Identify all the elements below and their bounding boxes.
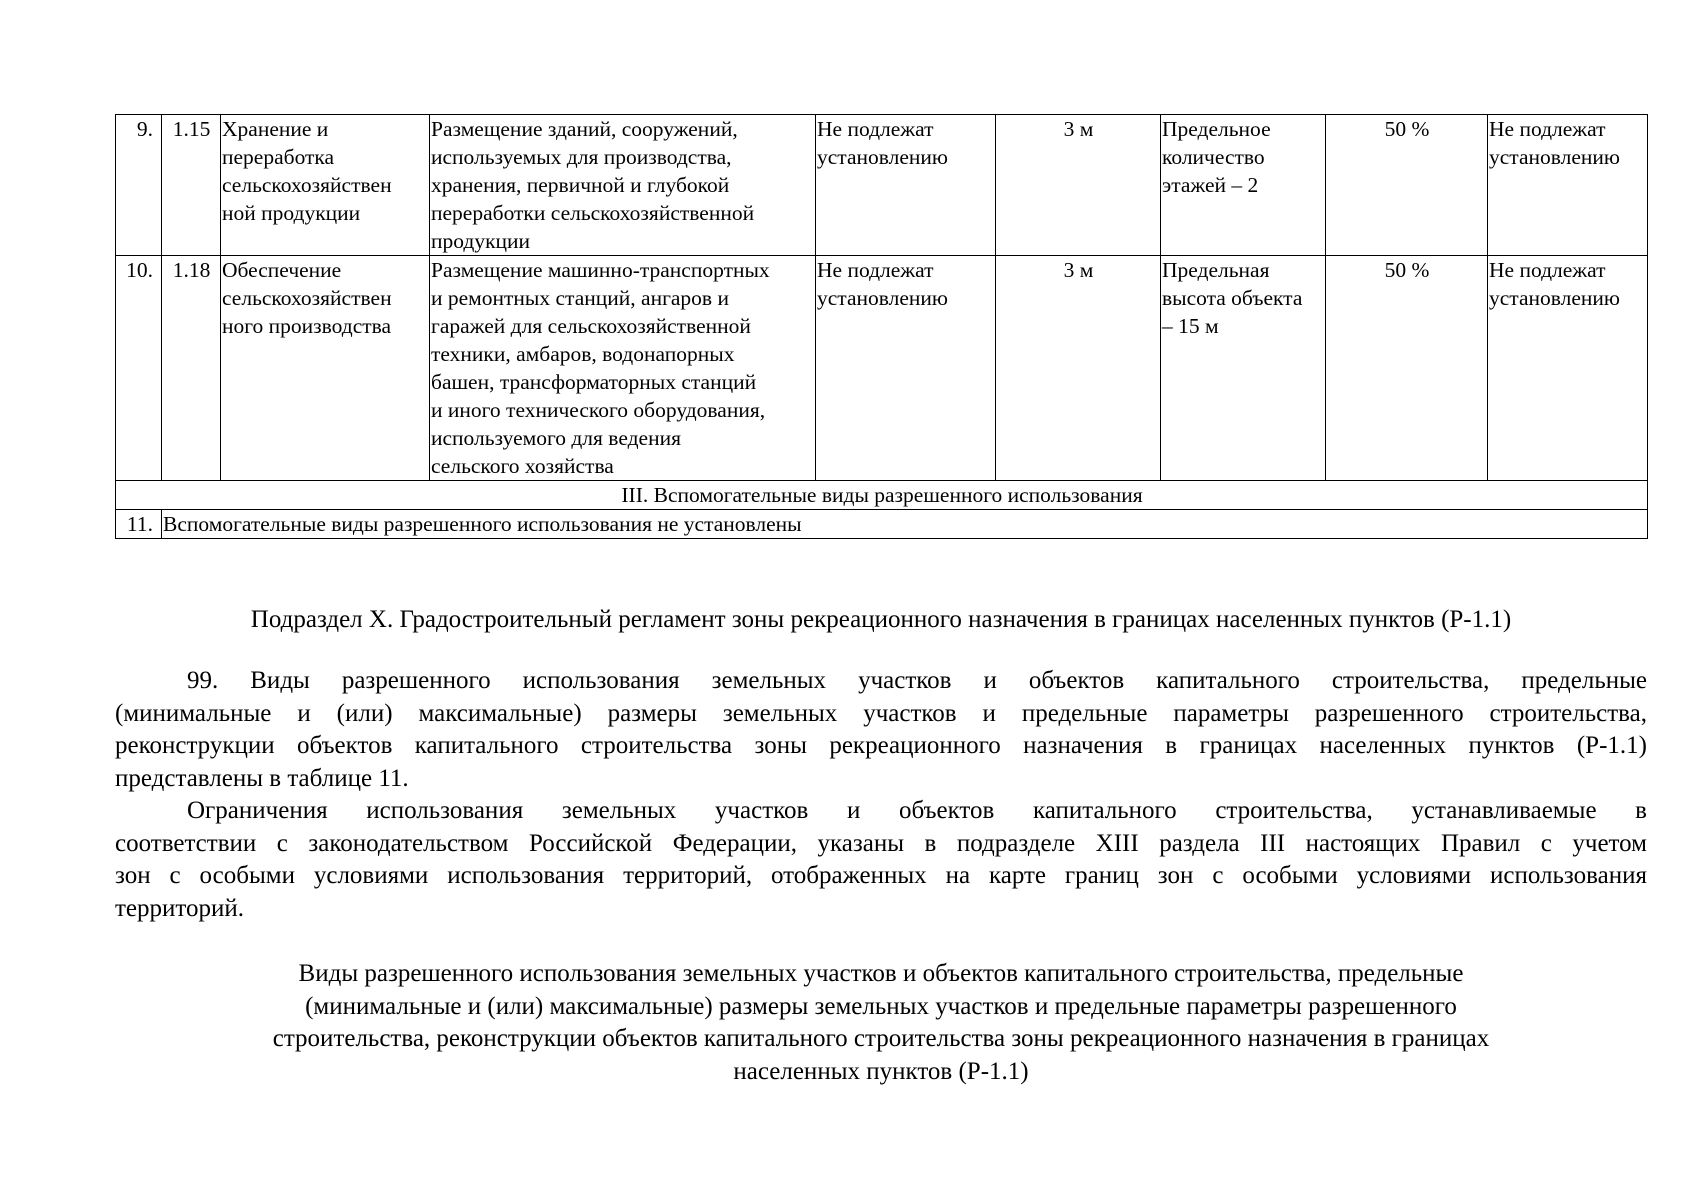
setback: 3 м [996,115,1161,256]
row-number: 11. [116,510,162,539]
row-number: 10. [116,256,162,481]
coverage: 50 % [1326,256,1488,481]
cell-line: Не подлежат [1489,258,1606,282]
cell-line: Предельное [1162,117,1271,141]
paragraph-restrictions [115,795,1647,925]
table-row [116,510,1648,539]
use-description [430,256,816,481]
caption-line: населенных пунктов (Р-1.1) [733,1057,1029,1085]
section-title: III. Вспомогательные виды разрешенного использования [116,481,1648,510]
cell-line: Размещение зданий, сооружений, [431,117,738,141]
paragraph-line: представлены в таблице 11. [115,764,409,792]
plot-size [816,256,996,481]
cell-line: Не подлежат [817,117,934,141]
cell-line: сельскохозяйствен [222,173,392,197]
cell-line: Не подлежат [1489,117,1606,141]
table-row [116,256,1648,481]
cell-line: ной продукции [222,201,361,225]
cell-line: установлению [817,286,948,310]
use-code: 1.18 [162,256,221,481]
row-number: 9. [116,115,162,256]
cell-line: техники, амбаров, водонапорных [431,342,735,366]
table-caption [115,958,1647,1088]
coverage: 50 % [1326,115,1488,256]
table-body [116,115,1648,539]
table-row [116,115,1648,256]
height-limit [1161,115,1326,256]
use-description [430,115,816,256]
row-text: Вспомогательные виды разрешенного использования не установлены [162,510,1648,539]
cell-line: Хранение и [222,117,329,141]
cell-line: Не подлежат [817,258,934,282]
cell-line: переработки сельскохозяйственной [431,201,755,225]
cell-line: сельскохозяйствен [222,286,392,310]
cell-line: Обеспечение [222,258,342,282]
paragraph-line: территорий. [115,894,245,922]
paragraph-99 [115,665,1647,795]
regulation-table [115,114,1648,539]
cell-line: ного производства [222,314,392,338]
paragraph-line: соответствии с законодательством Российской Федерации, указаны в подразделе XIII раздела III настоящих Правил с учетом [115,829,1647,857]
caption-line: (минимальные и (или) максимальные) размеры земельных участков и предельные параметры разрешенного [305,992,1457,1020]
cell-line: и иного технического оборудования, [431,398,766,422]
cell-line: Размещение машинно-транспортных [431,258,770,282]
cell-line: используемых для производства, [431,145,732,169]
caption-line: Виды разрешенного использования земельных участков и объектов капитального строительства, предельные [298,960,1464,987]
cell-line: используемого для ведения [431,426,681,450]
section-row [116,481,1648,510]
cell-line: башен, трансформаторных станций [431,370,757,394]
cell-line: продукции [431,229,531,253]
use-name [221,256,430,481]
use-code: 1.15 [162,115,221,256]
use-name [221,115,430,256]
cell-line: переработка [222,145,335,169]
paragraph-line: Ограничения использования земельных участков и объектов капитального строительства, устанавливаемые в [187,797,1647,824]
cell-line: сельского хозяйства [431,454,614,478]
cell-line: установлению [1489,286,1620,310]
cell-line: количество [1162,145,1265,169]
caption-line: строительства, реконструкции объектов капитального строительства зоны рекреационного назначения в границах [272,1025,1490,1052]
paragraph-line: зон с особыми условиями использования территорий, отображенных на карте границ зон с особыми условиями использования [115,862,1647,889]
other-params [1488,115,1648,256]
cell-line: хранения, первичной и глубокой [431,173,730,197]
setback: 3 м [996,256,1161,481]
cell-line: гаражей для сельскохозяйственной [431,314,751,338]
subsection-heading: Подраздел X. Градостроительный регламент зоны рекреационного назначения в границах населенных пунктов (Р-1.1) [250,606,1512,633]
cell-line: установлению [1489,145,1620,169]
cell-line: высота объекта [1162,286,1303,310]
paragraph-line: реконструкции объектов капитального строительства зоны рекреационного назначения в границах населенных пунктов (Р-1.1) [115,732,1647,759]
paragraph-line: (минимальные и (или) максимальные) размеры земельных участков и предельные параметры разрешенного строительства, [115,699,1647,727]
cell-line: Предельная [1162,258,1270,282]
cell-line: установлению [817,145,948,169]
height-limit [1161,256,1326,481]
other-params [1488,256,1648,481]
cell-line: – 15 м [1162,314,1219,338]
paragraph-line: 99. Виды разрешенного использования земельных участков и объектов капитального строительства, предельные [187,667,1647,694]
cell-line: и ремонтных станций, ангаров и [431,286,729,310]
plot-size [816,115,996,256]
cell-line: этажей – 2 [1162,173,1259,197]
